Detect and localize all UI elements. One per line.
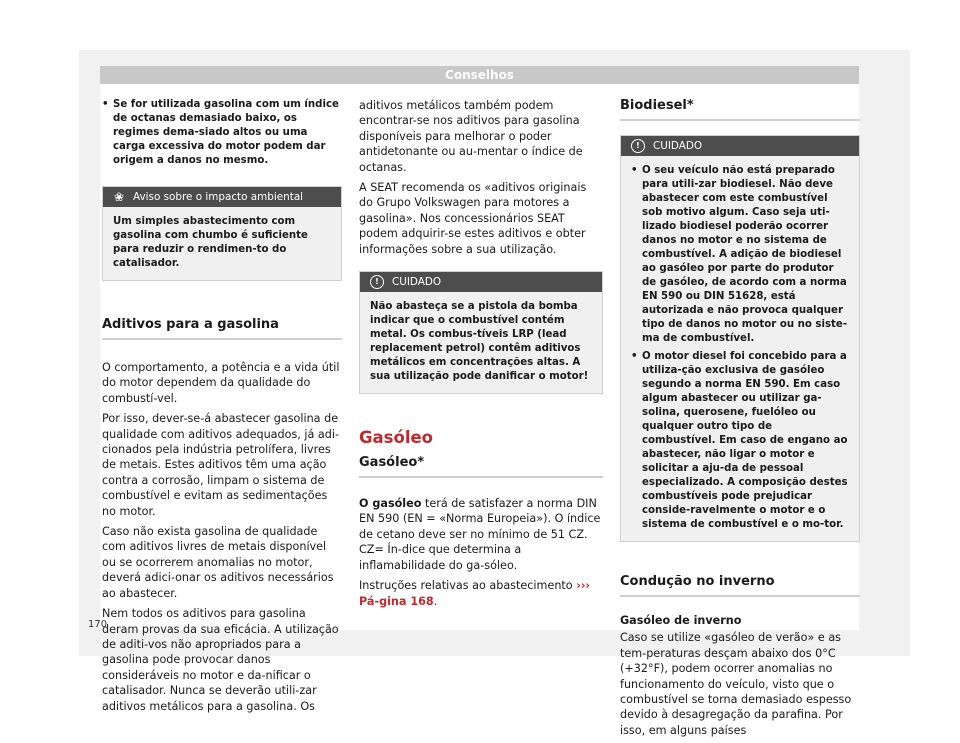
paragraph: Caso não exista gasolina de qualidade com aditivos livres de metais disponível ou se ocorrerem anomalias no motor, deverá adici-onar os aditivos necessários ao abastecer. <box>102 525 334 600</box>
diesel-text: terá de satisfazer a norma DIN EN 590 (EN = «Norma Europeia»). O índice de cetano deve ser no mínimo de 51 CZ. CZ= Ín-dice que determina a inflamabilidade do ga-sóleo. <box>359 497 601 572</box>
caution-header <box>360 272 602 292</box>
caution-bullet: • O motor diesel foi concebido para a utiliza-ção exclusiva de gasóleo segundo a norma EN 590. Em caso algum abastecer ou utilizar ga-solina, querosene, fuelóleo ou qualquer outro tipo de combustível. Em caso de engano ao abastecer, não ligar o motor e solicitar a aju-da de pessoal especializado. A composição destes combustíveis pode prejudicar conside-ravelmente o motor e o sistema de combustível e o mo-tor. <box>631 350 849 532</box>
caution-title: CUIDADO <box>392 276 442 289</box>
paragraph: Por isso, dever-se-á abastecer gasolina de qualidade com aditivos adequados, já adi-cionados pela indústria petrolífera, livres de metais. Estes aditivos têm uma ação contra a corrosão, limpam o sistema de combustível e evitam as sedimentações no motor. <box>102 412 340 518</box>
section-title-aditivos: Aditivos para a gasolina <box>102 317 342 340</box>
page-number: 170 <box>88 619 108 630</box>
environment-notice-box <box>102 186 342 281</box>
page-reference-link[interactable]: ››› Pá-gina 168 <box>359 579 591 608</box>
paragraph: O comportamento, a potência e a vida útil do motor dependem da qualidade do combustí-vel. <box>102 361 340 405</box>
subheading-gasoleo: Gasóleo* <box>359 455 603 478</box>
caution-text: Não abasteça se a pistola da bomba indicar que o combustível contém metal. Os combus-tíveis LRP (lead replacement petrol) contêm aditivos metálicos em concentrações altas. A sua utilização pode danificar o motor! <box>370 301 589 383</box>
caution-box-biodiesel <box>620 135 860 542</box>
paragraph: A SEAT recomenda os «aditivos originais do Grupo Volkswagen para motores a gasolina». Nos concessionários SEAT podem adquirir-se estes aditivos e obter informações sobre a sua utilização. <box>359 181 587 256</box>
caution-bullet: • O seu veículo não está preparado para utili-zar biodiesel. Não deve abastecer com este combustível sob motivo algum. Caso seja uti-lizado biodiesel poderão ocorrer danos no motor e no sistema de combustível. A adição de biodiesel ao gasóleo por parte do produtor de gasóleo, de acordo com a norma EN 590 ou DIN 51628, está autorizada e não provoca qualquer tipo de danos no motor ou no siste-ma de combustível. <box>631 164 849 346</box>
paragraph: aditivos metálicos também podem encontrar-se nos aditivos para gasolina disponíveis para melhorar o poder antidetonante ou au-mentar o índice de octanas. <box>359 99 583 174</box>
heading-gasoleo: Gasóleo <box>359 428 434 448</box>
diesel-paragraph <box>359 496 603 573</box>
environment-notice-title: Aviso sobre o impacto ambiental <box>133 191 304 203</box>
leaf-icon: ❀ <box>113 190 125 204</box>
warning-icon: ! <box>370 275 384 289</box>
section-title-biodiesel: Biodiesel* <box>620 98 860 121</box>
caution-box <box>359 271 603 394</box>
header-title: Conselhos <box>445 68 514 82</box>
instructions-text: Instruções relativas ao abastecimento <box>359 579 577 593</box>
header-bar <box>100 66 859 84</box>
instructions-paragraph <box>359 578 603 609</box>
warning-icon: ! <box>631 139 645 153</box>
caution-header <box>621 136 859 156</box>
paragraph: Nem todos os aditivos para gasolina deram provas da sua eficácia. A utilização de aditi-vos não apropriados para a gasolina pode provocar danos consideráveis no motor e da-nificar o catalisador. Nunca se deverão utili-zar aditivos metálicos para a gasolina. Os <box>102 607 339 713</box>
diesel-lead: O gasóleo <box>359 497 422 511</box>
bullet-note: • Se for utilizada gasolina com um índice de octanas demasiado baixo, os regimes dema-siado altos ou uma carga excessiva do motor podem dar origem a danos no mesmo. <box>102 98 342 168</box>
column-right <box>620 98 860 743</box>
paragraph: Caso se utilize «gasóleo de verão» e as tem-peraturas desçam abaixo dos 0°C (+32°F), podem ocorrer anomalias no funcionamento do veículo, visto que o combustível se torna demasiado espesso devido à desagregação da parafina. Por isso, em alguns países <box>620 631 852 737</box>
column-middle <box>359 98 603 614</box>
environment-notice-text: Um simples abastecimento com gasolina com chumbo é suficiente para reduzir o rendimen-to do catalisador. <box>113 216 308 269</box>
section-title-inverno: Condução no inverno <box>620 574 860 597</box>
instructions-end: . <box>433 594 438 608</box>
caution-title: CUIDADO <box>653 140 703 152</box>
environment-notice-header <box>103 187 341 207</box>
column-left <box>102 98 342 719</box>
subheading-winter-diesel: Gasóleo de inverno <box>620 614 742 627</box>
